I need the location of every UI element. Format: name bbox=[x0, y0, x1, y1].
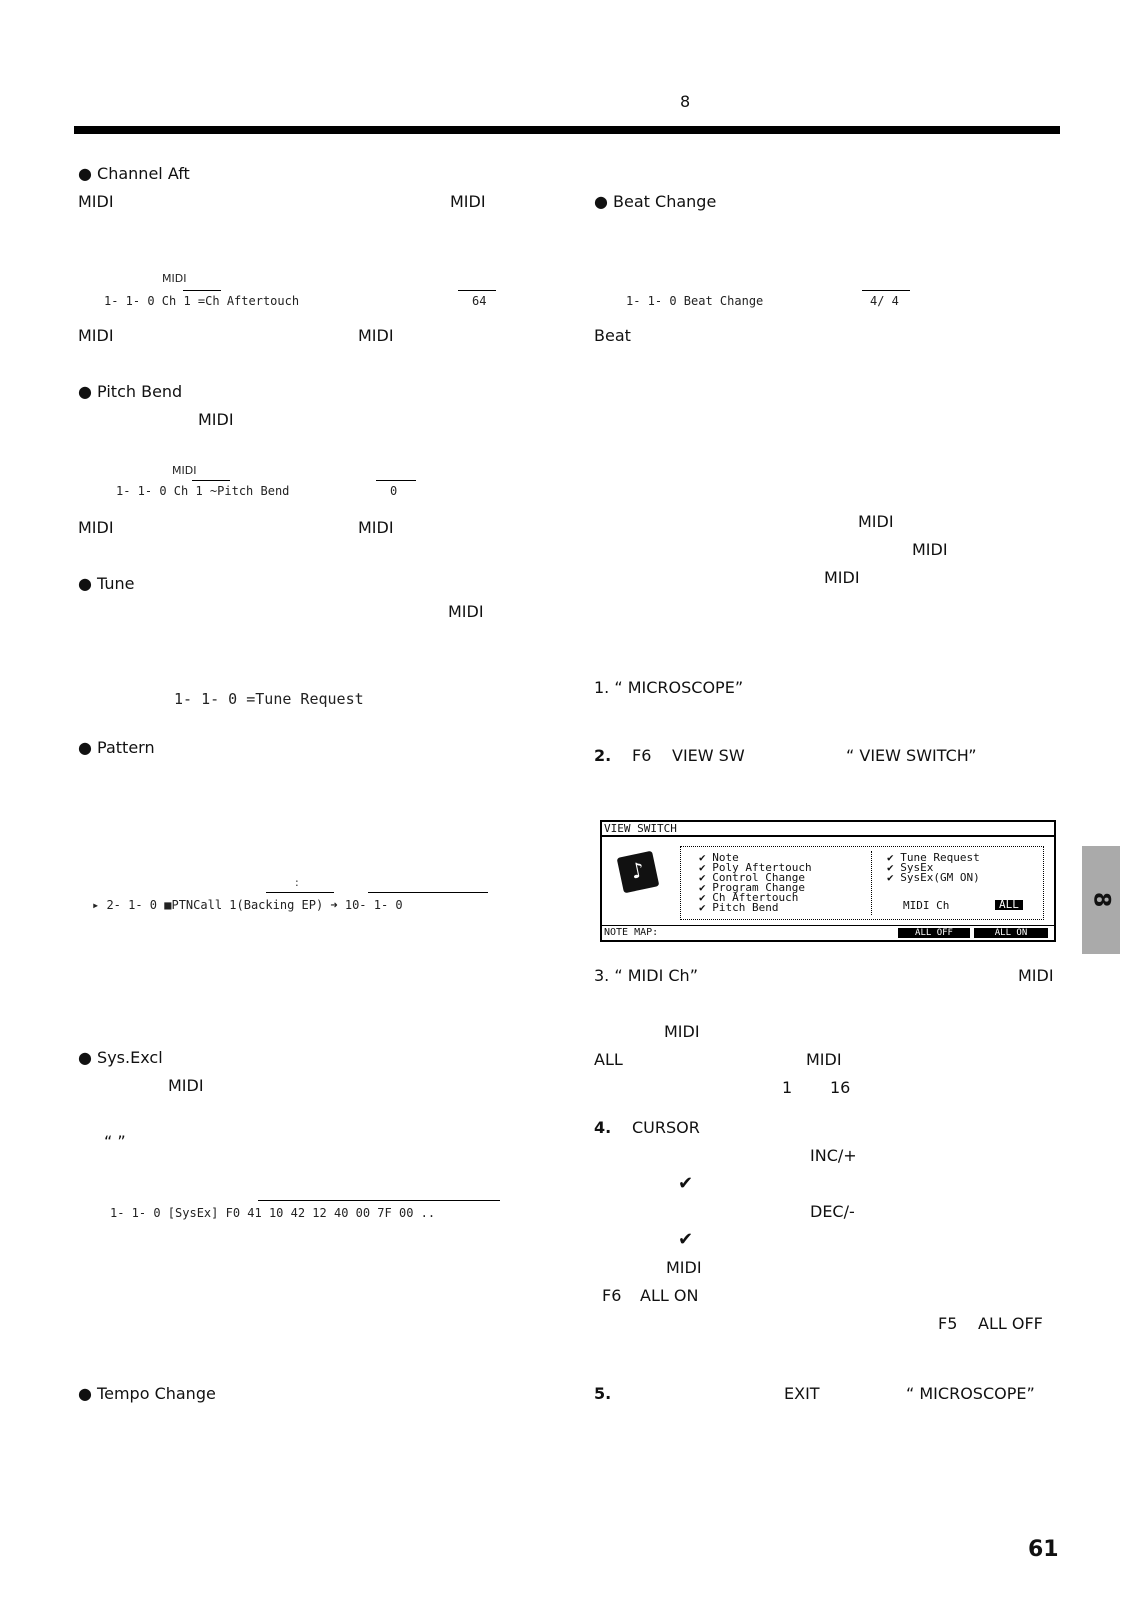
lcd-line-pattern-call: ▸ 2- 1- 0 ■PTNCall 1(Backing EP) ➜ 10- 1- 0 bbox=[92, 898, 403, 912]
midi-ch-label: MIDI Ch bbox=[903, 899, 950, 912]
option-tune-request[interactable]: ✔ Tune Request bbox=[887, 851, 980, 864]
step-5-number: 5. bbox=[594, 1384, 612, 1403]
text-line: MIDI bbox=[806, 1050, 842, 1069]
view-switch-label: “ VIEW SWITCH” bbox=[846, 746, 977, 765]
option-control-change[interactable]: ✔ Control Change bbox=[699, 871, 805, 884]
lcd-line-sysex: 1- 1- 0 [SysEx] F0 41 10 42 12 40 00 7F 00 .. bbox=[110, 1206, 436, 1220]
step-4-number: 4. bbox=[594, 1118, 612, 1137]
caption-bar bbox=[458, 290, 496, 291]
text-line: 16 bbox=[830, 1078, 851, 1097]
note-map-label: NOTE MAP: bbox=[604, 927, 659, 938]
text-line: 1 bbox=[782, 1078, 793, 1097]
step-2-number: 2. bbox=[594, 746, 612, 765]
option-note[interactable]: ✔ Note bbox=[699, 851, 739, 864]
text-line: MIDI bbox=[358, 518, 394, 537]
text-line: ALL bbox=[594, 1050, 623, 1069]
header-rule bbox=[74, 126, 1060, 134]
lcd-line-ch-aftertouch: 1- 1- 0 Ch 1 =Ch Aftertouch bbox=[104, 294, 300, 308]
text-line: MIDI bbox=[824, 568, 860, 587]
check-icon: ✔ bbox=[678, 1229, 694, 1250]
text-line: MIDI bbox=[858, 512, 894, 531]
caption-bar bbox=[368, 892, 488, 893]
all-on-button[interactable]: ALL ON bbox=[974, 928, 1048, 938]
page-number: 61 bbox=[1028, 1537, 1059, 1562]
chapter-tab: 8 bbox=[1082, 846, 1120, 954]
text-line: MIDI bbox=[450, 192, 486, 211]
caption-bar bbox=[266, 892, 334, 893]
text-line: MIDI bbox=[666, 1258, 702, 1277]
text-line: MIDI bbox=[448, 602, 484, 621]
tune-heading: ● Tune bbox=[78, 574, 135, 593]
chapter-header: 8 bbox=[680, 92, 692, 111]
check-icon: ✔ bbox=[678, 1173, 694, 1194]
lcd-caption: MIDI bbox=[172, 464, 197, 477]
lcd-line-tune-request: 1- 1- 0 =Tune Request bbox=[174, 690, 364, 708]
caption-bar bbox=[862, 290, 910, 291]
lcd-value: 64 bbox=[472, 294, 487, 308]
text-line: Beat bbox=[594, 326, 631, 345]
pattern-heading: ● Pattern bbox=[78, 738, 155, 757]
f6-key: F6 bbox=[632, 746, 652, 765]
text-line: MIDI bbox=[78, 326, 114, 345]
sysex-heading: ● Sys.Excl bbox=[78, 1048, 163, 1067]
caption-bar bbox=[192, 480, 230, 481]
caption-bar bbox=[376, 480, 416, 481]
lcd-caption: MIDI bbox=[162, 272, 187, 285]
caption-bar bbox=[258, 1200, 500, 1201]
screen-options-panel bbox=[680, 846, 1044, 920]
text-line: MIDI bbox=[198, 410, 234, 429]
f6-key: F6 bbox=[602, 1286, 622, 1305]
screen-title-rule bbox=[602, 835, 1054, 837]
lcd-value: 4/ 4 bbox=[870, 294, 899, 308]
text-line: MIDI bbox=[664, 1022, 700, 1041]
tempo-change-heading: ● Tempo Change bbox=[78, 1384, 216, 1403]
option-ch-aftertouch[interactable]: ✔ Ch Aftertouch bbox=[699, 891, 799, 904]
caption-bar bbox=[183, 290, 221, 291]
step-1: 1. “ MICROSCOPE” bbox=[594, 678, 744, 697]
view-sw-label: VIEW SW bbox=[672, 746, 745, 765]
lcd-line-pitch-bend: 1- 1- 0 Ch 1 ~Pitch Bend bbox=[116, 484, 290, 498]
text-line: MIDI bbox=[78, 518, 114, 537]
step-3: 3. “ MIDI Ch” bbox=[594, 966, 698, 985]
cursor-key: CURSOR bbox=[632, 1118, 700, 1137]
all-off-label: ALL OFF bbox=[978, 1314, 1043, 1333]
option-program-change[interactable]: ✔ Program Change bbox=[699, 881, 805, 894]
all-on-label: ALL ON bbox=[640, 1286, 699, 1305]
text-line: MIDI bbox=[168, 1076, 204, 1095]
all-off-button[interactable]: ALL OFF bbox=[898, 928, 970, 938]
text-line: MIDI bbox=[358, 326, 394, 345]
text-line: MIDI bbox=[1018, 966, 1054, 985]
text-line: MIDI bbox=[912, 540, 948, 559]
text-line: MIDI bbox=[78, 192, 114, 211]
exit-key: EXIT bbox=[784, 1384, 820, 1403]
option-poly-aftertouch[interactable]: ✔ Poly Aftertouch bbox=[699, 861, 812, 874]
screen-title: VIEW SWITCH bbox=[604, 822, 677, 835]
option-pitch-bend[interactable]: ✔ Pitch Bend bbox=[699, 901, 779, 914]
music-note-icon: ♪ bbox=[617, 851, 660, 894]
text-line: “ ” bbox=[104, 1132, 126, 1151]
f5-key: F5 bbox=[938, 1314, 958, 1333]
lcd-value: 0 bbox=[390, 484, 398, 498]
microscope-label: “ MICROSCOPE” bbox=[906, 1384, 1035, 1403]
options-divider bbox=[871, 851, 873, 915]
beat-change-heading: ● Beat Change bbox=[594, 192, 717, 211]
inc-key: INC/+ bbox=[810, 1146, 857, 1165]
option-sysex[interactable]: ✔ SysEx bbox=[887, 861, 934, 874]
view-switch-screen bbox=[600, 820, 1056, 942]
channel-aft-heading: ● Channel Aft bbox=[78, 164, 190, 183]
option-sysex-gm-on[interactable]: ✔ SysEx(GM ON) bbox=[887, 871, 980, 884]
dec-key: DEC/- bbox=[810, 1202, 855, 1221]
pitch-bend-heading: ● Pitch Bend bbox=[78, 382, 183, 401]
midi-ch-value[interactable]: ALL bbox=[995, 900, 1023, 910]
lcd-line-beat-change: 1- 1- 0 Beat Change bbox=[626, 294, 764, 308]
lcd-caption: : bbox=[295, 876, 299, 889]
